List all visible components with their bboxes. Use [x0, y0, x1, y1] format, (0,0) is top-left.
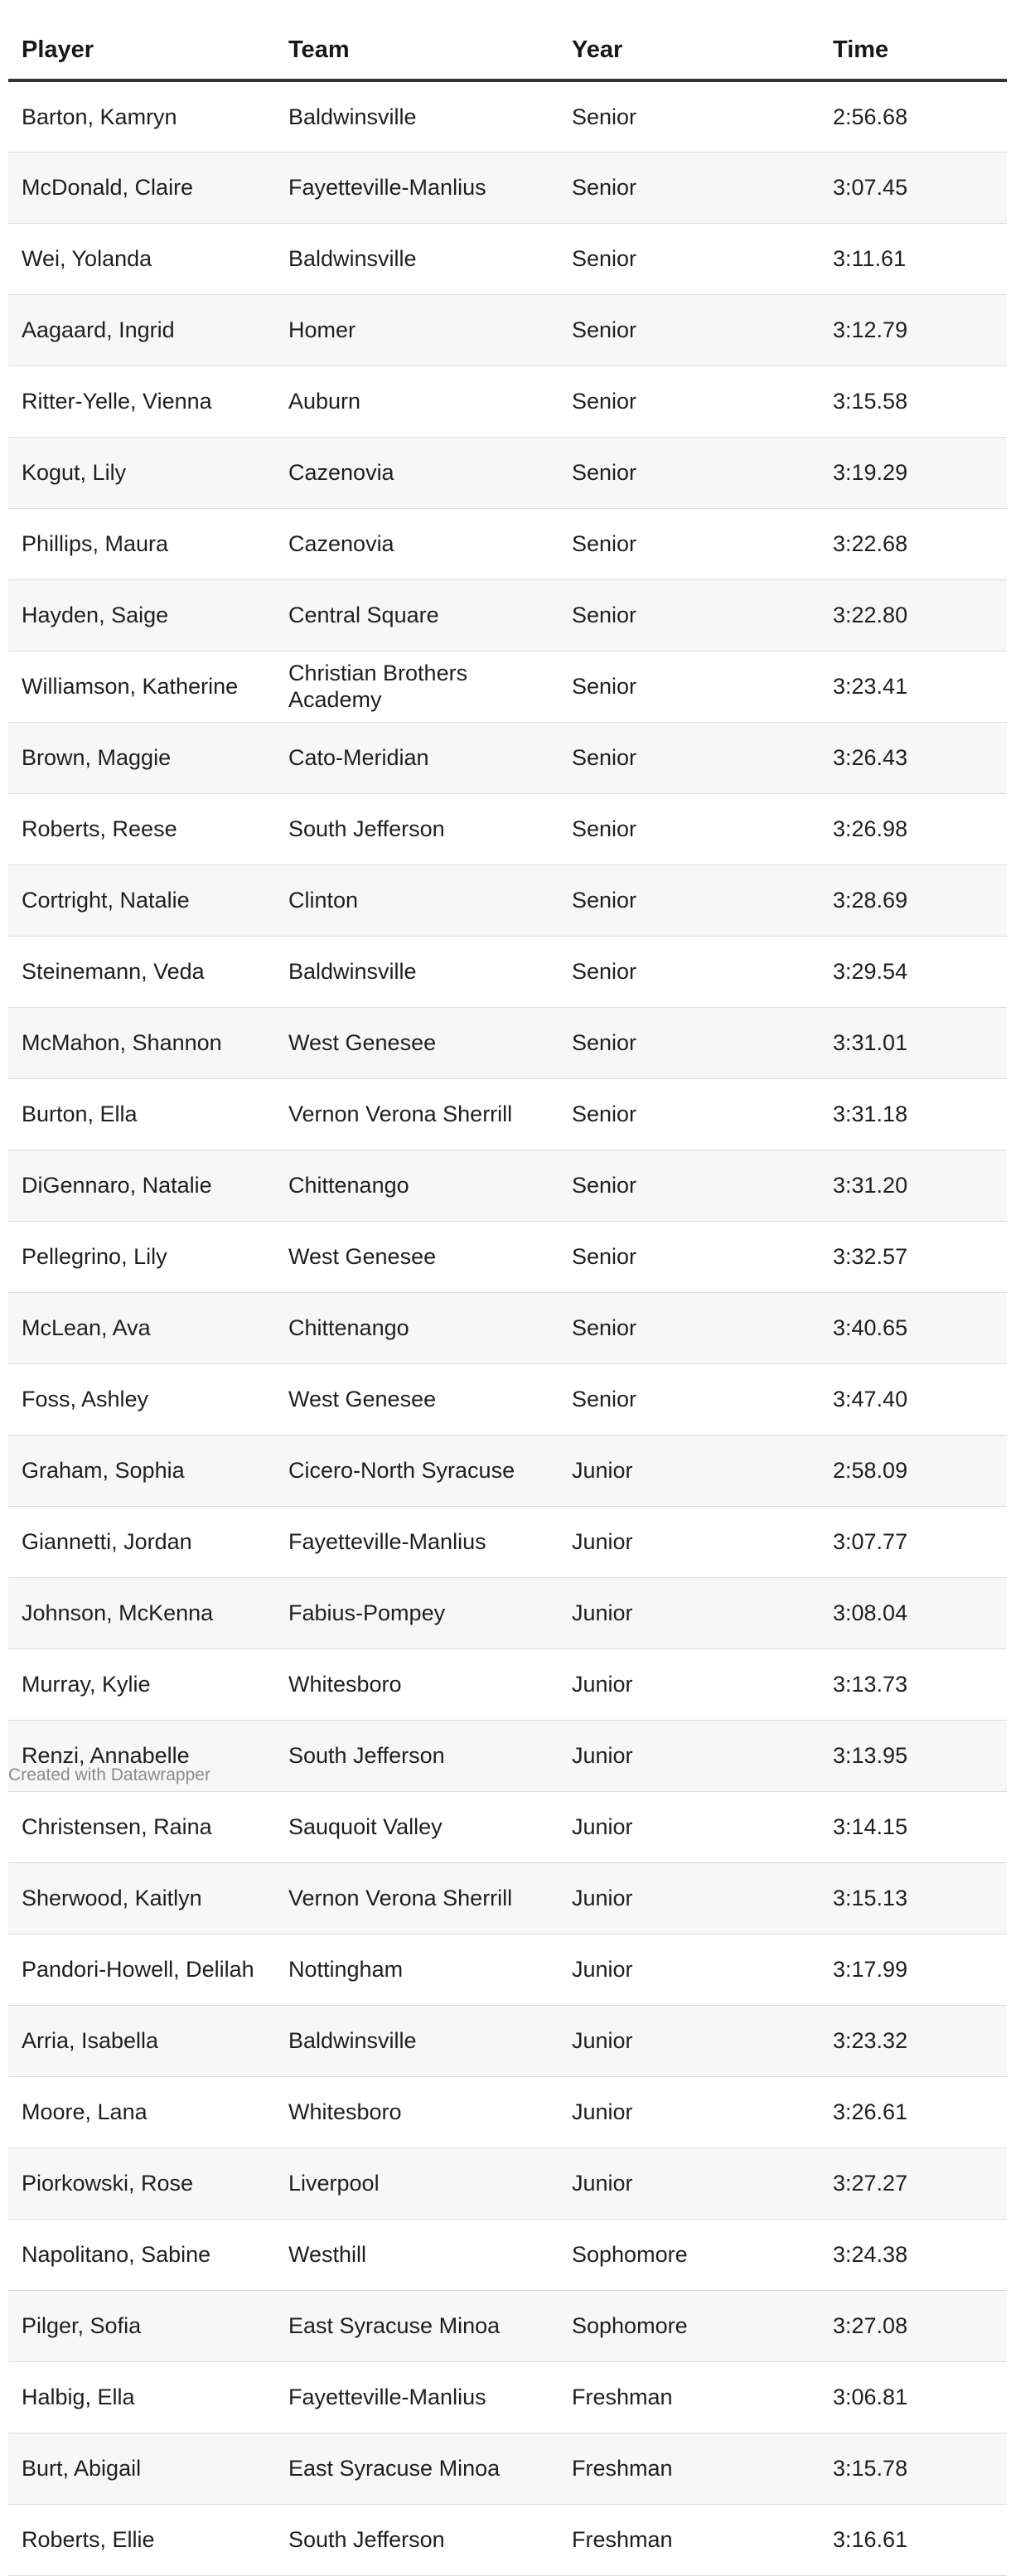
- column-header-time: Time: [820, 0, 1007, 80]
- cell-time: 3:12.79: [820, 294, 1007, 366]
- cell-player: Pellegrino, Lily: [8, 1221, 275, 1292]
- cell-year: Sophomore: [559, 2290, 820, 2361]
- cell-player: Murray, Kylie: [8, 1649, 275, 1720]
- cell-team: Liverpool: [275, 2147, 559, 2219]
- table-row: [8, 651, 1007, 722]
- table-body: [8, 80, 1007, 2575]
- table-row: [8, 1292, 1007, 1363]
- table-row: [8, 1007, 1007, 1078]
- cell-year: Senior: [559, 936, 820, 1007]
- cell-team: Central Square: [275, 579, 559, 651]
- cell-team: Baldwinsville: [275, 2005, 559, 2076]
- cell-team: Fayetteville-Manlius: [275, 1506, 559, 1577]
- cell-time: 3:11.61: [820, 223, 1007, 294]
- cell-year: Junior: [559, 1720, 820, 1791]
- cell-year: Senior: [559, 651, 820, 722]
- cell-time: 3:28.69: [820, 864, 1007, 936]
- cell-team: South Jefferson: [275, 2504, 559, 2575]
- cell-team: Cato-Meridian: [275, 722, 559, 793]
- cell-year: Senior: [559, 579, 820, 651]
- cell-player: Arria, Isabella: [8, 2005, 275, 2076]
- table-row: [8, 2219, 1007, 2290]
- cell-time: 3:08.04: [820, 1577, 1007, 1649]
- cell-year: Senior: [559, 1007, 820, 1078]
- table-row: [8, 1649, 1007, 1720]
- table-header: [8, 0, 1007, 80]
- cell-time: 3:13.95: [820, 1720, 1007, 1791]
- cell-time: 3:31.01: [820, 1007, 1007, 1078]
- cell-player: Moore, Lana: [8, 2076, 275, 2147]
- cell-team: Whitesboro: [275, 1649, 559, 1720]
- cell-player: Pilger, Sofia: [8, 2290, 275, 2361]
- table-row: [8, 1506, 1007, 1577]
- cell-time: 3:27.08: [820, 2290, 1007, 2361]
- cell-year: Freshman: [559, 2361, 820, 2433]
- cell-player: Giannetti, Jordan: [8, 1506, 275, 1577]
- cell-year: Senior: [559, 1292, 820, 1363]
- cell-time: 3:17.99: [820, 1934, 1007, 2005]
- cell-year: Junior: [559, 1506, 820, 1577]
- column-header-team: Team: [275, 0, 559, 80]
- cell-team: Baldwinsville: [275, 223, 559, 294]
- cell-player: Piorkowski, Rose: [8, 2147, 275, 2219]
- cell-time: 3:23.41: [820, 651, 1007, 722]
- cell-player: Burt, Abigail: [8, 2433, 275, 2504]
- cell-time: 3:24.38: [820, 2219, 1007, 2290]
- table-row: [8, 2433, 1007, 2504]
- table-row: [8, 2504, 1007, 2575]
- cell-player: Renzi, Annabelle: [8, 1720, 275, 1791]
- cell-player: Aagaard, Ingrid: [8, 294, 275, 366]
- cell-year: Senior: [559, 508, 820, 579]
- cell-player: DiGennaro, Natalie: [8, 1150, 275, 1221]
- cell-time: 3:27.27: [820, 2147, 1007, 2219]
- cell-year: Senior: [559, 1221, 820, 1292]
- cell-team: Christian Brothers Academy: [275, 651, 559, 722]
- table-row: [8, 2290, 1007, 2361]
- cell-player: Christensen, Raina: [8, 1791, 275, 1862]
- cell-player: Hayden, Saige: [8, 579, 275, 651]
- cell-team: East Syracuse Minoa: [275, 2433, 559, 2504]
- cell-time: 3:32.57: [820, 1221, 1007, 1292]
- cell-player: Roberts, Reese: [8, 793, 275, 864]
- table-row: [8, 437, 1007, 508]
- cell-player: Kogut, Lily: [8, 437, 275, 508]
- table-row: [8, 1150, 1007, 1221]
- table-row: [8, 1363, 1007, 1435]
- table-row: [8, 2361, 1007, 2433]
- cell-team: Whitesboro: [275, 2076, 559, 2147]
- cell-team: Vernon Verona Sherrill: [275, 1862, 559, 1934]
- cell-team: West Genesee: [275, 1363, 559, 1435]
- table-row: [8, 80, 1007, 152]
- cell-year: Senior: [559, 864, 820, 936]
- cell-time: 3:22.68: [820, 508, 1007, 579]
- column-header-player: Player: [8, 0, 275, 80]
- cell-year: Junior: [559, 2005, 820, 2076]
- cell-year: Junior: [559, 2076, 820, 2147]
- cell-year: Senior: [559, 793, 820, 864]
- table-row: [8, 294, 1007, 366]
- cell-year: Junior: [559, 1577, 820, 1649]
- cell-time: 3:22.80: [820, 579, 1007, 651]
- cell-player: Wei, Yolanda: [8, 223, 275, 294]
- cell-time: 3:19.29: [820, 437, 1007, 508]
- table-row: [8, 152, 1007, 223]
- cell-player: Phillips, Maura: [8, 508, 275, 579]
- cell-player: Halbig, Ella: [8, 2361, 275, 2433]
- table-row: [8, 722, 1007, 793]
- cell-team: South Jefferson: [275, 1720, 559, 1791]
- cell-team: Fayetteville-Manlius: [275, 152, 559, 223]
- cell-player: McDonald, Claire: [8, 152, 275, 223]
- cell-team: Cazenovia: [275, 437, 559, 508]
- column-header-year: Year: [559, 0, 820, 80]
- cell-team: Baldwinsville: [275, 80, 559, 152]
- cell-team: Auburn: [275, 366, 559, 437]
- cell-year: Sophomore: [559, 2219, 820, 2290]
- cell-player: Roberts, Ellie: [8, 2504, 275, 2575]
- cell-time: 3:06.81: [820, 2361, 1007, 2433]
- cell-year: Senior: [559, 1363, 820, 1435]
- table-row: [8, 2147, 1007, 2219]
- cell-player: Graham, Sophia: [8, 1435, 275, 1506]
- cell-year: Senior: [559, 722, 820, 793]
- cell-time: 3:26.61: [820, 2076, 1007, 2147]
- cell-team: Clinton: [275, 864, 559, 936]
- cell-player: McMahon, Shannon: [8, 1007, 275, 1078]
- cell-team: Baldwinsville: [275, 936, 559, 1007]
- cell-player: McLean, Ava: [8, 1292, 275, 1363]
- table-row: [8, 936, 1007, 1007]
- cell-year: Junior: [559, 1435, 820, 1506]
- cell-team: Cicero-North Syracuse: [275, 1435, 559, 1506]
- data-table: [8, 0, 1007, 2576]
- cell-player: Brown, Maggie: [8, 722, 275, 793]
- table-row: [8, 1435, 1007, 1506]
- cell-year: Junior: [559, 2147, 820, 2219]
- footer-credit: Created with Datawrapper: [8, 1765, 210, 1784]
- cell-time: 3:40.65: [820, 1292, 1007, 1363]
- cell-year: Freshman: [559, 2504, 820, 2575]
- cell-year: Junior: [559, 1934, 820, 2005]
- table-row: [8, 793, 1007, 864]
- table-row: [8, 1791, 1007, 1862]
- table-row: [8, 1577, 1007, 1649]
- cell-team: Cazenovia: [275, 508, 559, 579]
- table-container: [8, 0, 1007, 2576]
- cell-player: Burton, Ella: [8, 1078, 275, 1150]
- cell-time: 3:15.58: [820, 366, 1007, 437]
- cell-year: Junior: [559, 1862, 820, 1934]
- cell-team: Chittenango: [275, 1150, 559, 1221]
- cell-player: Pandori-Howell, Delilah: [8, 1934, 275, 2005]
- cell-team: Chittenango: [275, 1292, 559, 1363]
- cell-time: 3:07.45: [820, 152, 1007, 223]
- cell-time: 3:29.54: [820, 936, 1007, 1007]
- cell-team: Westhill: [275, 2219, 559, 2290]
- cell-team: Homer: [275, 294, 559, 366]
- cell-year: Senior: [559, 152, 820, 223]
- cell-year: Senior: [559, 294, 820, 366]
- cell-player: Steinemann, Veda: [8, 936, 275, 1007]
- cell-time: 3:31.20: [820, 1150, 1007, 1221]
- cell-year: Senior: [559, 1150, 820, 1221]
- cell-team: West Genesee: [275, 1221, 559, 1292]
- table-row: [8, 864, 1007, 936]
- cell-year: Senior: [559, 437, 820, 508]
- cell-year: Senior: [559, 366, 820, 437]
- table-row: [8, 1221, 1007, 1292]
- cell-team: Sauquoit Valley: [275, 1791, 559, 1862]
- cell-time: 3:16.61: [820, 2504, 1007, 2575]
- cell-player: Sherwood, Kaitlyn: [8, 1862, 275, 1934]
- table-row: [8, 1078, 1007, 1150]
- cell-time: 3:26.43: [820, 722, 1007, 793]
- cell-time: 3:13.73: [820, 1649, 1007, 1720]
- table-row: [8, 2005, 1007, 2076]
- cell-team: South Jefferson: [275, 793, 559, 864]
- header-row: [8, 0, 1007, 80]
- cell-player: Barton, Kamryn: [8, 80, 275, 152]
- cell-time: 3:31.18: [820, 1078, 1007, 1150]
- cell-player: Foss, Ashley: [8, 1363, 275, 1435]
- cell-player: Napolitano, Sabine: [8, 2219, 275, 2290]
- table-row: [8, 1934, 1007, 2005]
- cell-player: Ritter-Yelle, Vienna: [8, 366, 275, 437]
- cell-time: 2:58.09: [820, 1435, 1007, 1506]
- cell-time: 3:23.32: [820, 2005, 1007, 2076]
- cell-year: Junior: [559, 1649, 820, 1720]
- cell-time: 3:07.77: [820, 1506, 1007, 1577]
- cell-team: East Syracuse Minoa: [275, 2290, 559, 2361]
- cell-player: Cortright, Natalie: [8, 864, 275, 936]
- cell-year: Junior: [559, 1791, 820, 1862]
- cell-team: West Genesee: [275, 1007, 559, 1078]
- table-row: [8, 366, 1007, 437]
- cell-player: Johnson, McKenna: [8, 1577, 275, 1649]
- table-row: [8, 1862, 1007, 1934]
- cell-player: Williamson, Katherine: [8, 651, 275, 722]
- cell-time: 3:26.98: [820, 793, 1007, 864]
- cell-team: Fabius-Pompey: [275, 1577, 559, 1649]
- cell-team: Nottingham: [275, 1934, 559, 2005]
- cell-year: Senior: [559, 1078, 820, 1150]
- cell-time: 3:15.78: [820, 2433, 1007, 2504]
- table-row: [8, 2076, 1007, 2147]
- cell-year: Senior: [559, 80, 820, 152]
- table-row: [8, 223, 1007, 294]
- table-row: [8, 508, 1007, 579]
- cell-year: Freshman: [559, 2433, 820, 2504]
- cell-year: Senior: [559, 223, 820, 294]
- cell-time: 3:14.15: [820, 1791, 1007, 1862]
- cell-time: 3:15.13: [820, 1862, 1007, 1934]
- table-row: [8, 579, 1007, 651]
- cell-team: Vernon Verona Sherrill: [275, 1078, 559, 1150]
- cell-time: 2:56.68: [820, 80, 1007, 152]
- cell-team: Fayetteville-Manlius: [275, 2361, 559, 2433]
- cell-time: 3:47.40: [820, 1363, 1007, 1435]
